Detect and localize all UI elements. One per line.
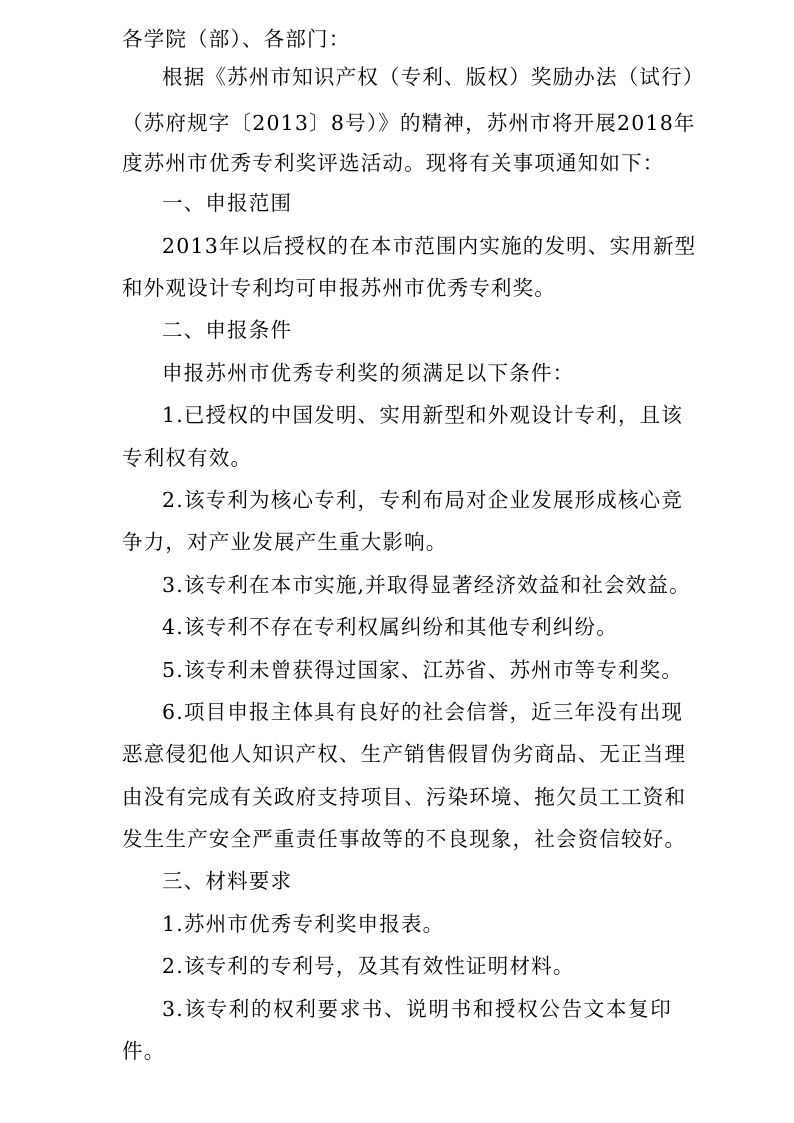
condition-5: 5.该专利未曾获得过国家、江苏省、苏州市等专利奖。	[162, 658, 684, 682]
material-2: 2.该专利的专利号，及其有效性证明材料。	[162, 954, 575, 978]
intro-line-3: 度苏州市优秀专利奖评选活动。现将有关事项通知如下：	[122, 151, 665, 175]
condition-6-line-3: 由没有完成有关政府支持项目、污染环境、拖欠员工工资和	[122, 785, 687, 809]
section1-line-1: 2013年以后授权的在本市范围内实施的发明、实用新型	[162, 234, 697, 258]
section1-heading: 一、申报范围	[162, 191, 293, 215]
material-3-line-1: 3.该专利的权利要求书、说明书和授权公告文本复印	[162, 997, 672, 1021]
condition-2-line-2: 争力，对产业发展产生重大影响。	[122, 530, 448, 554]
intro-line-2: （苏府规字〔2013〕8号）》的精神，苏州市将开展2018年	[122, 111, 696, 135]
condition-6-line-2: 恶意侵犯他人知识产权、生产销售假冒伪劣商品、无正当理	[122, 742, 687, 766]
condition-1-line-1: 1.已授权的中国发明、实用新型和外观设计专利，且该	[162, 403, 684, 427]
material-3-line-2: 件。	[122, 1039, 166, 1063]
condition-4: 4.该专利不存在专利权属纠纷和其他专利纠纷。	[162, 615, 618, 639]
section3-heading: 三、材料要求	[162, 869, 293, 893]
section1-line-2: 和外观设计专利均可申报苏州市优秀专利奖。	[122, 276, 556, 300]
section2-heading: 二、申报条件	[162, 318, 293, 342]
condition-6-line-1: 6.项目申报主体具有良好的社会信誉，近三年没有出现	[162, 700, 684, 724]
condition-3: 3.该专利在本市实施,并取得显著经济效益和社会效益。	[162, 573, 691, 597]
material-1: 1.苏州市优秀专利奖申报表。	[162, 912, 445, 936]
condition-2-line-1: 2.该专利为核心专利，专利布局对企业发展形成核心竞	[162, 488, 684, 512]
condition-1-line-2: 专利权有效。	[122, 446, 253, 470]
section2-lead: 申报苏州市优秀专利奖的须满足以下条件：	[162, 361, 575, 385]
salutation: 各学院（部）、各部门：	[122, 27, 351, 51]
intro-line-1: 根据《苏州市知识产权（专利、版权）奖励办法（试行）	[162, 65, 705, 89]
condition-6-line-4: 发生生产安全严重责任事故等的不良现象，社会资信较好。	[122, 827, 687, 851]
